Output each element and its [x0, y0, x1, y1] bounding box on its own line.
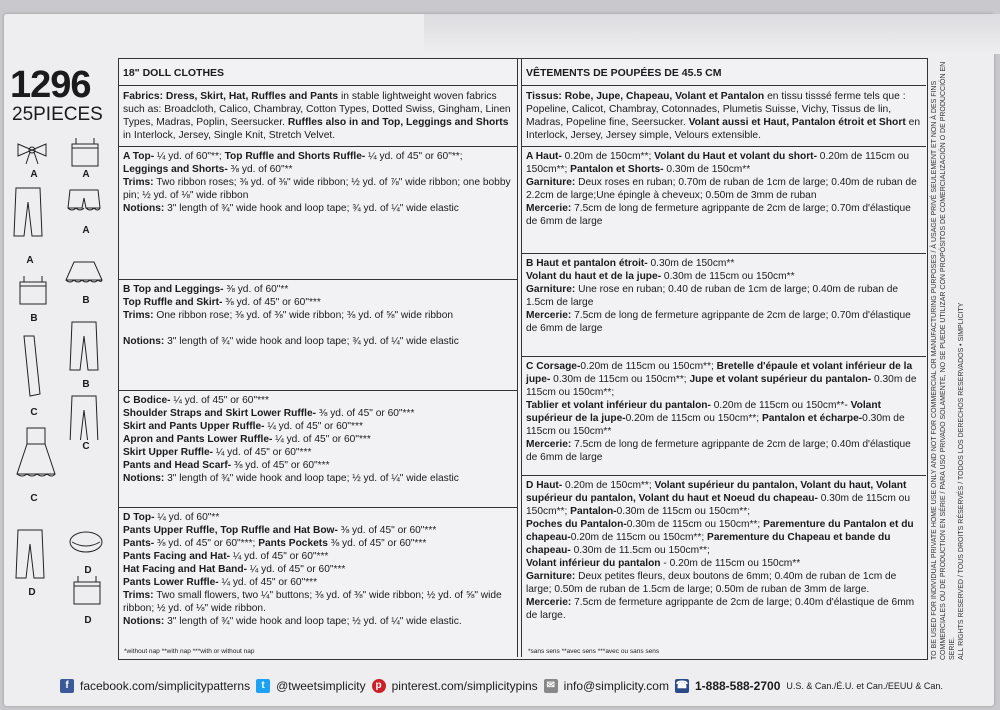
- spec-line: Pants- ⅜ yd. of 45" or 60"***; Pants Pockets ⅜ yd. of 45" or 60"***: [123, 538, 427, 549]
- piece-count: 25PIECES: [12, 104, 103, 125]
- thumbnail-top: [66, 574, 110, 626]
- french-view-b: [522, 254, 926, 357]
- spec-line: A Haut- 0.20m de 150cm**; Volant du Haut et volant du short- 0.20m de 115cm ou 150cm**; Pantalon et Shorts- 0.30m de 150cm**: [526, 151, 910, 175]
- notice-line-1: TO BE USED FOR INDIVIDUAL PRIVATE HOME USE ONLY AND NOT FOR COMMERCIAL OR MANUFACTURING PURPOSES / À USAGE PRIVÉ SEULEMENT ET NON À DES FINS: [931, 80, 938, 660]
- spec-line: Pants Facing and Hat- ¼ yd. of 45" or 60"***: [123, 551, 329, 562]
- french-view-c: [522, 357, 926, 476]
- spec-line: Trims: Two ribbon roses; ⅜ yd. of ⅜" wide ribbon; ½ yd. of ⅞" wide ribbon; one bobby pin; ½ yd. of ⅛" wide ribbon: [123, 177, 511, 201]
- thumbnail-skirt: [64, 258, 108, 306]
- spec-line: Mercerie: 7.5cm de fermeture agrippante de 2cm de large; 0.40m d'élastique de 6mm de large.: [526, 597, 915, 621]
- facebook-link[interactable]: facebook.com/simplicitypatterns: [80, 679, 251, 693]
- spec-line: Apron and Pants Lower Ruffle- ¼ yd. of 45" or 60"***: [123, 434, 371, 445]
- spec-line: D Haut- 0.20m de 150cm**; Volant supérieur du pantalon, Volant du haut, Volant supérieur du pantalon, Volant du haut et Noeud du chapeau- 0.30m de 115cm ou 150cm**; Pantalon-0.30m de 115cm ou 150cm**;: [526, 480, 910, 517]
- thumbnail-pants: [8, 184, 52, 266]
- top-icon: [12, 274, 52, 312]
- pinterest-icon: p: [372, 679, 386, 693]
- view-label: D: [28, 587, 36, 598]
- phone-number[interactable]: 1-888-588-2700: [694, 679, 781, 693]
- facebook-icon: f: [60, 679, 74, 693]
- spec-line: D Top- ¼ yd. of 60"**: [123, 512, 220, 523]
- english-heading: 18" DOLL CLOTHES: [119, 59, 517, 86]
- twitter-icon: t: [256, 679, 270, 693]
- skirt-icon: [64, 258, 104, 294]
- garment-thumbnails: [6, 134, 116, 654]
- envelope-flap: [424, 14, 1000, 54]
- english-view-b: [119, 280, 517, 391]
- dress-icon: [12, 424, 58, 492]
- thumbnail-pants: [64, 392, 108, 452]
- spec-line: Volant du haut et de la jupe- 0.30m de 115cm ou 150cm**: [526, 271, 795, 282]
- top-icon: [64, 136, 104, 168]
- spec-line: Hat Facing and Hat Band- ¼ yd. of 45" or 60"***: [123, 564, 346, 575]
- thumbnail-scarf: [12, 334, 56, 418]
- spec-line: A Top- ¼ yd. of 60"**; Top Ruffle and Shorts Ruffle- ¼ yd. of 45" or 60"**;: [123, 151, 463, 162]
- view-label: C: [30, 407, 38, 418]
- spec-line: Notions: 3" length of ¾" wide hook and loop tape; ½ yd. of ¼" wide elastic.: [123, 616, 462, 627]
- spec-line: Volant inférieur du pantalon - 0.20m de 115cm ou 150cm**: [526, 558, 801, 569]
- french-view-a: [522, 147, 926, 254]
- spec-line: C Bodice- ¼ yd. of 45" or 60"***: [123, 395, 269, 406]
- view-label: A: [30, 169, 38, 180]
- spec-line: Pants Lower Ruffle- ¼ yd. of 45" or 60"***: [123, 577, 318, 588]
- spec-line: Mercerie: 7.5cm de long de fermeture agrippante de 2cm de large; 0.40m d'élastique de 6mm de large: [526, 439, 911, 463]
- pinterest-link[interactable]: pinterest.com/simplicitypins: [391, 679, 538, 693]
- french-heading: VÊTEMENTS DE POUPÉES DE 45.5 CM: [522, 59, 926, 86]
- yardage-table: [118, 58, 928, 660]
- notice-line-2: COMMERCIALES OU DE PRODUCTION EN SÉRIE / PARA USO PRIVADO SOLAMENTE, NO SE PUEDE UTILIZAR CON PROPÓSITOS DE COMERCIALIZACIÓN O DE PRODUCCIÓN EN SERIE.: [940, 61, 956, 660]
- english-fabrics: Fabrics: Dress, Skirt, Hat, Ruffles and Pants in stable lightweight woven fabrics such as: Broadcloth, Calico, Chambray, Cotton Types, Dotted Swiss, Gingham, Linen Types, Madras, Poplin, Seersucker. Ruffles also in and Top, Leggings and Shorts in Interlock, Jersey, Single Knit, Stretch Velvet.: [119, 86, 517, 147]
- view-label: B: [82, 379, 90, 390]
- phone-icon: ☎: [675, 680, 689, 691]
- french-column: [521, 59, 926, 657]
- shorts-icon: [64, 184, 104, 224]
- spec-line: Skirt Upper Ruffle- ¼ yd. of 45" or 60"***: [123, 447, 312, 458]
- spec-line: [123, 322, 513, 335]
- french-fabrics: Tissus: Robe, Jupe, Chapeau, Volant et Pantalon en tissu tisssé ferme tels que : Popeline, Calicot, Chambray, Cotonnades, Plumetis Suisse, Vichy, Tissus de lin, Madras, Popeline fine, Seersucker. Volant aussi et Haut, Pantalon étroit et Short en Interlock, Jersey, Jersey simple, Velours extensible.: [522, 86, 926, 147]
- thumbnail-shorts: [64, 184, 108, 236]
- thumbnail-pants: [10, 526, 54, 598]
- spec-line: Pants and Head Scarf- ⅜ yd. of 45" or 60"***: [123, 460, 330, 471]
- pants-icon: [8, 184, 48, 254]
- side-notice: [930, 60, 966, 660]
- thumbnail-dress: [12, 424, 56, 504]
- spec-line: Tablier et volant inférieur du pantalon- 0.20m de 115cm ou 150cm**- Volant supérieur de la jupe-0.20m de 115cm ou 150cm**; Pantalon et écharpe-0.30m de 115cm ou 150cm**: [526, 400, 905, 437]
- english-column: [119, 59, 518, 657]
- twitter-link[interactable]: @tweetsimplicity: [276, 679, 366, 693]
- spec-line: Skirt and Pants Upper Ruffle- ¼ yd. of 45" or 60"***: [123, 421, 363, 432]
- view-label: D: [84, 565, 92, 576]
- view-label: D: [84, 615, 92, 626]
- spec-line: Garniture: Deux roses en ruban; 0.70m de ruban de 1cm de large; 0.40m de ruban de 2.2cm de large;Une épingle à cheveux; 0.50m de 3mm de ruban: [526, 177, 917, 201]
- french-footnote: *sans sens **avec sens ***avec ou sans sens: [528, 648, 660, 655]
- bow-icon: [12, 136, 52, 168]
- spec-line: B Top and Leggings- ⅜ yd. of 60"**: [123, 284, 289, 295]
- mail-icon: ✉: [544, 679, 558, 693]
- top-icon: [66, 574, 106, 614]
- french-view-d: [522, 476, 926, 642]
- view-label: A: [82, 169, 90, 180]
- phone-region: U.S. & Can./É.U. et Can./EEUU & Can.: [786, 681, 943, 691]
- english-view-a: [119, 147, 517, 280]
- spec-line: Top Ruffle and Skirt- ⅜ yd. of 45" or 60"***: [123, 297, 321, 308]
- thumbnail-hat: [66, 524, 110, 576]
- spec-line: Pants Upper Ruffle, Top Ruffle and Hat Bow- ⅜ yd. of 45" or 60"***: [123, 525, 437, 536]
- view-label: B: [30, 313, 38, 324]
- email-link[interactable]: info@simplicity.com: [563, 679, 669, 693]
- scarf-icon: [12, 334, 52, 406]
- view-label: C: [30, 493, 38, 504]
- hat-icon: [66, 524, 106, 564]
- english-footnote: *without nap **with nap ***with or without nap: [124, 648, 255, 655]
- spec-line: Trims: One ribbon rose; ⅜ yd. of ⅜" wide ribbon; ⅜ yd. of ⅝" wide ribbon: [123, 310, 454, 321]
- view-label: A: [82, 225, 90, 236]
- view-label: A: [26, 255, 34, 266]
- spec-line: Mercerie: 7.5cm de long de fermeture agrippante de 2cm de large; 0.70m d'élastique de 6mm de large: [526, 310, 911, 334]
- spec-line: B Haut et pantalon étroit- 0.30m de 150cm**: [526, 258, 735, 269]
- notice-line-3: ALL RIGHTS RESERVED / TOUS DROITS RÉSERVÉS / TODOS LOS DERECHOS RESERVADOS • SIMPLICITY: [958, 302, 965, 660]
- spec-line: Notions: 3" length of ¾" wide hook and loop tape; ¾ yd. of ¼" wide elastic: [123, 203, 459, 214]
- spec-line: Garniture: Deux petites fleurs, deux boutons de 6mm; 0.40m de ruban de 1cm de large; 0.50m de ruban de 1.5cm de large; 0.50m de ruban de 3mm de large.: [526, 571, 897, 595]
- spec-line: C Corsage-0.20m de 115cm ou 150cm**; Bretelle d'épaule et volant inférieur de la jupe- 0.30m de 115cm ou 150cm**; Jupe et volant supérieur du pantalon- 0.30m de 115cm ou 150cm**;: [526, 361, 917, 398]
- pants-icon: [10, 526, 50, 586]
- english-view-c: [119, 391, 517, 508]
- thumbnail-pants: [64, 318, 108, 390]
- spec-line: Trims: Two small flowers, two ¼" buttons; ⅜ yd. of ⅜" wide ribbon; ½ yd. of ⅝" wide ribbon; ½ yd. of ⅛" wide ribbon.: [123, 590, 502, 614]
- spec-line: Notions: 3" length of ¾" wide hook and loop tape; ¾ yd. of ¼" wide elastic: [123, 336, 459, 347]
- spec-line: Poches du Pantalon-0.30m de 115cm ou 150cm**; Parementure du Pantalon et du chapeau-0.20m de 115cm ou 150cm**; Parementure du Chapeau et bande du chapeau- 0.30m de 11.5cm ou 150cm**;: [526, 519, 914, 556]
- pants-icon: [64, 318, 104, 378]
- thumbnail-top: [64, 136, 108, 180]
- view-label: C: [82, 441, 90, 452]
- pattern-number: 1296: [10, 64, 91, 106]
- thumbnail-bow: [12, 136, 56, 180]
- contact-bar: [60, 676, 960, 696]
- view-label: B: [82, 295, 90, 306]
- pants-icon: [64, 392, 104, 440]
- spec-line: Leggings and Shorts- ⅜ yd. of 60"**: [123, 164, 293, 175]
- spec-line: Mercerie: 7.5cm de long de fermeture agrippante de 2cm de large; 0.70m d'élastique de 6mm de large: [526, 203, 911, 227]
- spec-line: Notions: 3" length of ¾" wide hook and loop tape; ½ yd. of ¼" wide elastic: [123, 473, 459, 484]
- spec-line: Shoulder Straps and Skirt Lower Ruffle- ⅜ yd. of 45" or 60"***: [123, 408, 415, 419]
- thumbnail-top: [12, 274, 56, 324]
- spec-line: Garniture: Une rose en ruban; 0.40 de ruban de 1cm de large; 0.40m de ruban de 1.5cm de large: [526, 284, 899, 308]
